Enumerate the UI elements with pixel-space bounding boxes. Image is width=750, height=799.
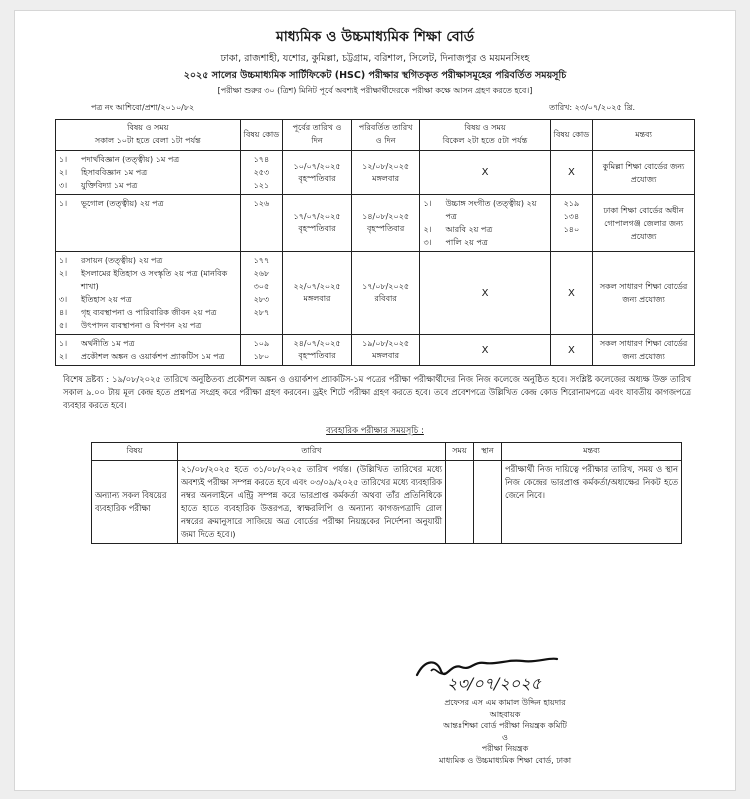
header-afternoon: বিষয় ও সময় বিকেল ২টা হতে ৫টা পর্যন্ত [420,120,550,151]
header-remarks: মন্তব্য [593,120,695,151]
subject-number: ৫। [59,321,68,330]
schedule-row [56,252,695,335]
new-date [351,195,420,252]
previous-date-value: ২৪/০৭/২০২৫ [293,339,341,348]
subject-item [59,267,237,293]
subject-item [59,306,237,319]
schedule-header-row [56,120,695,151]
subject-number: ২। [59,352,68,361]
practical-subject: অন্যান্য সকল বিষয়ের ব্যবহারিক পরীক্ষা [92,461,178,544]
subject-code: ১০৯ [253,339,270,348]
subject-name: ইতিহাস ২য় পত্র [81,295,132,304]
practical-header-remarks: মন্তব্য [502,443,682,461]
schedule-remarks: সকল সাধারণ শিক্ষা বোর্ডের জন্য প্রযোজ্য [593,335,695,366]
memo-number: পত্র নং আশিবো/প্রশা/২০১০/৮২ [91,103,195,112]
practical-time [446,461,474,544]
notice-header [55,25,695,98]
signatory-role-4: পরীক্ষা নিয়ন্ত্রক [481,744,529,753]
new-date [351,335,420,366]
subject-code: ১৪০ [563,225,580,234]
subject-code: ২৬৮ [253,269,270,278]
practical-header-subject: বিষয় [92,443,178,461]
practical-header-row [92,443,682,461]
signature-date: ২৩/০৭/২০২৫ [447,674,541,693]
notice-document [14,10,736,791]
reference-row [91,102,635,115]
subject-number: ১। [59,155,68,164]
practical-header-venue: স্থান [474,443,502,461]
practical-date-text: ২১/০৮/২০২৫ হতে ৩১/০৮/২০২৫ তারিখ পর্যন্ত। (উল্লিখিত তারিখের মধ্যে অবশ্যই পরীক্ষা সম্পন্ন করতে হবে এবং ০৩/০৯/২০২৫ তারিখের মধ্যে ব্যবহারিক নম্বর অনলাইনে এন্ট্রি সম্পন্ন করে ভারপ্রাপ্ত কর্মকর্তা অথবা তাঁর প্রতিনিধিকে হাতে হাতে ব্যবহারিক উত্তরপত্র, স্বাক্ষরলিপি ও অন্যান্য কাগজপত্রাদি রোল নম্বরের ক্রমানুসারে সাজিয়ে অত্র বোর্ডের পরীক্ষা নিয়ন্ত্রকের নির্দেশনা অনুযায়ী জমা দিতে হবে।) [178,461,446,544]
previous-date-day: বৃহস্পতিবার [298,173,336,183]
signatory-role-2: আন্তঃশিক্ষা বোর্ড পরীক্ষা নিয়ন্ত্রক কমিটি [443,721,567,730]
previous-date-day: বৃহস্পতিবার [298,351,336,360]
previous-date-value: ১০/০৭/২০২৫ [293,161,341,171]
subject-code: ৩০৫ [253,282,270,291]
subject-name: অর্থনীতি ১ম পত্র [81,339,135,348]
subject-code: ২৮৭ [253,308,270,317]
new-date-value: ১৪/০৮/২০২৫ [362,212,410,221]
schedule-remarks: কুমিল্লা শিক্ষা বোর্ডের জন্য প্রযোজ্য [593,151,695,195]
schedule-codes [240,195,283,252]
header-code: বিষয় কোড [240,120,283,151]
subject-code: ১৮০ [253,352,270,361]
signatory-role-5: মাধ্যমিক ও উচ্চমাধ্যমিক শিক্ষা বোর্ড, ঢাকা [438,755,572,765]
board-name: মাধ্যমিক ও উচ্চমাধ্যমিক শিক্ষা বোর্ড [275,29,475,45]
subject-item [59,166,237,179]
previous-date-value: ২২/০৭/২০২৫ [293,282,341,291]
subject-code: ১৩৪ [563,212,580,221]
previous-date-value: ১৭/০৭/২০২৫ [293,212,341,221]
subject-item [59,254,237,267]
new-date-value: ১৭/০৮/২০২৫ [362,282,410,291]
notice-title: ২০২৫ সালের উচ্চমাধ্যমিক সার্টিফিকেট (HSC) পরীক্ষার স্থগিতকৃত পরীক্ষাসমূহের পরিবর্তিত সময়সূচি [183,70,567,81]
afternoon-subjects: X [420,252,550,335]
new-date [351,151,420,195]
schedule-subjects [56,151,241,195]
afternoon-subjects: X [420,335,550,366]
afternoon-codes: X [550,252,593,335]
header-subject-time: বিষয় ও সময় সকাল ১০টা হতে বেলা ১টা পর্যন্ত [56,120,241,151]
subject-number: ১। [423,199,432,208]
subject-code: ১২১ [253,181,270,190]
subject-code: ২১৯ [563,199,580,208]
signatory-role-1: আহবায়ক [489,709,521,719]
subject-item [59,337,237,350]
schedule-subjects [56,335,241,366]
practical-table [91,442,682,544]
practical-venue [474,461,502,544]
afternoon-item [423,197,546,223]
new-date-value: ১২/০৮/২০২৫ [362,161,410,171]
practical-title: ব্যবহারিক পরীক্ষার সময়সূচি : [326,426,424,436]
schedule-codes [240,335,283,366]
afternoon-codes: X [550,151,593,195]
header-prev-date: পূর্বের তারিখ ও দিন [283,120,352,151]
previous-date-day: বৃহস্পতিবার [298,224,336,233]
subject-item [59,153,237,166]
schedule-codes [240,252,283,335]
subject-code: ২৫৩ [253,168,270,177]
previous-date [283,151,352,195]
subject-number: ১। [59,199,68,208]
subject-name: উৎপাদন ব্যবস্থাপনা ও বিপণন ২য় পত্র [81,321,202,330]
header-new-date: পরিবর্তিত তারিখ ও দিন [351,120,420,151]
subject-number: ৩। [59,181,68,190]
subject-item [59,179,237,192]
previous-date-day: মঙ্গলবার [303,294,331,303]
schedule-codes [240,151,283,195]
subject-number: ৪। [59,308,68,317]
afternoon-subjects [420,195,550,252]
special-note: বিশেষ দ্রষ্টব্য : ১৯/০৮/২০২৫ তারিখে অনুষ্ঠিতব্য প্রকৌশল অঙ্কন ও ওয়ার্কশপ প্র্যাকটিস-১ম পত্রের পরীক্ষা পরীক্ষার্থীদের নিজ নিজ কলেজে অনুষ্ঠিত হবে। সংশ্লিষ্ট কলেজের অধ্যক্ষ উক্ত তারিখ সকাল ৯.০০ টায় মূল কেন্দ্র হতে প্রশ্নপত্র সংগ্রহ করে পরীক্ষা গ্রহণ করবেন। ড্রইং শিটে পরীক্ষা গ্রহণ করতে হবে। তবে প্রবেশপত্রে উল্লিখিত কেন্দ্র কোড শিরোনামপত্রে এবং যাবতীয় কাগজপত্রে ব্যবহার করতে হবে। [63,374,691,410]
subject-name: হিসাববিজ্ঞান ১ম পত্র [81,168,148,177]
subject-number: ১। [59,256,68,265]
header-code-2: বিষয় কোড [550,120,593,151]
subject-code: ২৮৩ [253,295,270,304]
practical-row [92,461,682,544]
new-date-day: বৃহস্পতিবার [366,224,405,233]
afternoon-item [423,223,546,236]
subject-code: ১২৬ [253,199,270,208]
subject-name: রসায়ন (তত্ত্বীয়) ২য় পত্র [81,256,163,265]
signature-mark [411,651,561,693]
subject-number: ৩। [423,238,432,247]
subject-item [59,293,237,306]
subject-name: পদার্থবিজ্ঞান (তত্ত্বীয়) ১ম পত্র [81,155,180,164]
new-date-day: মঙ্গলবার [372,351,400,360]
board-cities: ঢাকা, রাজশাহী, যশোর, কুমিল্লা, চট্টগ্রাম, বরিশাল, সিলেট, দিনাজপুর ও ময়মনসিংহ [220,53,530,64]
afternoon-subjects: X [420,151,550,195]
new-date-day: রবিবার [374,294,397,303]
afternoon-item [423,236,546,249]
subject-name: প্রকৌশল অঙ্কন ও ওয়ার্কশপ প্র্যাকটিস ১ম পত্র [81,352,225,361]
new-date-value: ১৯/০৮/২০২৫ [362,339,410,348]
memo-date: তারিখ: ২৩/০৭/২০২৫ খ্রি. [549,103,635,112]
previous-date [283,252,352,335]
subject-number: ২। [59,269,68,278]
previous-date [283,195,352,252]
subject-code: ১৭৭ [253,256,270,265]
subject-number: ২। [423,225,432,234]
schedule-remarks: সকল সাধারণ শিক্ষা বোর্ডের জন্য প্রযোজ্য [593,252,695,335]
practical-remarks: পরীক্ষার্থী নিজ দায়িত্বে পরীক্ষার তারিখ, সময় ও স্থান নিজ কেন্দ্রের ভারপ্রাপ্ত কর্মকর্তা/অধ্যক্ষের নিকট হতে জেনে নিবে। [502,461,682,544]
schedule-subjects [56,252,241,335]
subject-name: ইসলামের ইতিহাস ও সংস্কৃতি ২য় পত্র (মানবিক শাখা) [81,269,228,291]
subject-item [59,197,237,210]
signature-block [395,697,615,766]
afternoon-codes [550,195,593,252]
subject-number: ২। [59,168,68,177]
practical-header-date: তারিখ [178,443,446,461]
subject-name: গৃহ ব্যবস্থাপনা ও পারিবারিক জীবন ২য় পত্র [81,308,217,317]
subject-name: যুক্তিবিদ্যা ১ম পত্র [81,181,138,190]
schedule-row [56,151,695,195]
practical-header-time: সময় [446,443,474,461]
schedule-remarks: ঢাকা শিক্ষা বোর্ডের অধীন গোপালগঞ্জ জেলার জন্য প্রযোজ্য [593,195,695,252]
schedule-row [56,195,695,252]
afternoon-codes: X [550,335,593,366]
subject-code: ১৭৪ [253,155,270,164]
signatory-role-3: ও [502,732,508,742]
subject-number: ১। [59,339,68,348]
subject-name: ভূগোল (তত্ত্বীয়) ২য় পত্র [81,199,164,208]
previous-date [283,335,352,366]
subject-number: ৩। [59,295,68,304]
subject-item [59,319,237,332]
subject-name: পালি ২য় পত্র [445,238,488,247]
signatory-name: প্রফেসর এস এম কামাল উদ্দিন হায়দার [444,698,566,707]
schedule-row [56,335,695,366]
schedule-subjects [56,195,241,252]
notice-subnote: [পরীক্ষা শুরুর ৩০ (ত্রিশ) মিনিট পূর্বে অবশ্যই পরীক্ষার্থীদেরকে পরীক্ষা কক্ষে আসন গ্রহণ করতে হবে।] [217,86,533,95]
schedule-table [55,119,695,366]
subject-item [59,350,237,363]
new-date [351,252,420,335]
subject-name: আরবি ২য় পত্র [445,225,493,234]
new-date-day: মঙ্গলবার [372,173,400,183]
subject-name: উচ্চাঙ্গ সংগীত (তত্ত্বীয়) ২য় পত্র [445,199,537,221]
